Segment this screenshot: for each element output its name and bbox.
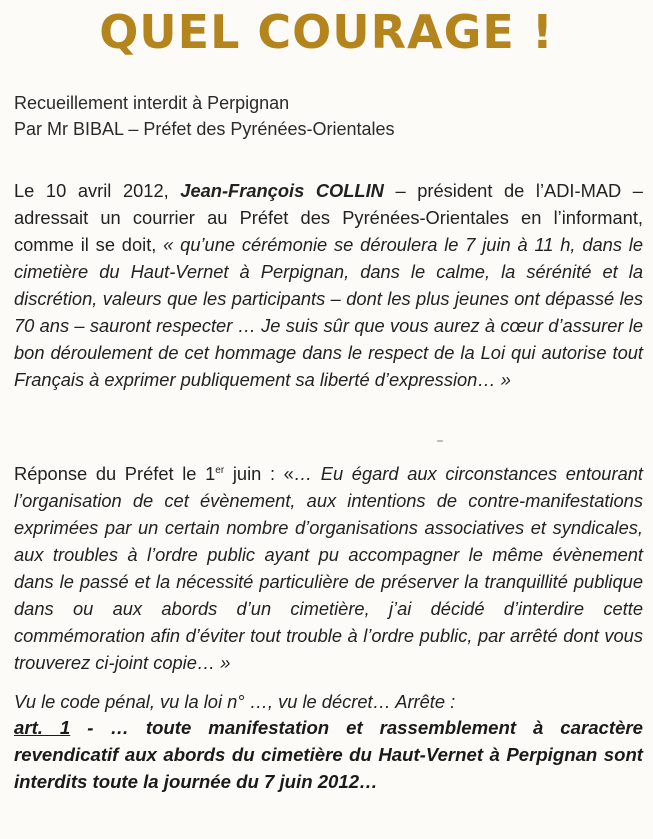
article-text: - … toute manifestation et rassemblement à caractère revendicatif aux abords du cimetière du Haut-Vernet à Perpignan sont interdits toute la journée du 7 juin 2012…: [14, 717, 643, 792]
president-name: Jean-François COLLIN: [180, 180, 384, 201]
article-1: [14, 714, 643, 795]
print-speck: [437, 440, 443, 442]
subtitle-line-1: Recueillement interdit à Perpignan: [14, 93, 290, 113]
response-intro: Réponse du Préfet le 1: [14, 463, 216, 484]
paragraph-letter: [14, 177, 643, 393]
subtitle: [14, 90, 395, 142]
paragraph-response: [14, 460, 643, 676]
decree-line: Vu le code pénal, vu la loi n° …, vu le décret… Arrête :: [14, 691, 456, 712]
response-quote: … Eu égard aux circonstances entourant l’organisation de cet évènement, aux intentions de contre-manifestations exprimées par un certain nombre d’organisations associatives et syndicales, aux troubles à l’ordre public ayant pu accompagner le même évènement dans le passé et la nécessité particulière de préserver la tranquillité publique dans ou aux abords d’un cimetière, j’ai décidé d’interdire cette commémoration afin d’éviter tout trouble à l’ordre public, par arrêté dont vous trouverez ci-joint copie… »: [14, 463, 643, 673]
subtitle-line-2: Par Mr BIBAL – Préfet des Pyrénées-Orientales: [14, 119, 395, 139]
letter-quote: « qu’une cérémonie se déroulera le 7 juin à 11 h, dans le cimetière du Haut-Vernet à Perpignan, dans le calme, la sérénité et la discrétion, valeurs que les participants – dont les plus jeunes ont dépassé les 70 ans – sauront respecter … Je suis sûr que vous aurez à cœur d’assurer le bon déroulement de cet hommage dans le respect de la Loi qui autorise tout Français à exprimer publiquement sa liberté d’expression… »: [14, 234, 644, 390]
page-title: QUEL COURAGE !: [99, 5, 554, 59]
paragraph-letter-body: – président de l’ADI-MAD – adressait un courrier au Préfet des Pyrénées-Orientales en l’informant, comme il se doit,: [14, 180, 643, 255]
response-intro-end: juin : «: [224, 463, 294, 484]
article-label: art. 1: [14, 717, 71, 738]
paragraph-letter-intro: Le 10 avril 2012,: [14, 180, 181, 201]
response-superscript: er: [215, 464, 225, 476]
